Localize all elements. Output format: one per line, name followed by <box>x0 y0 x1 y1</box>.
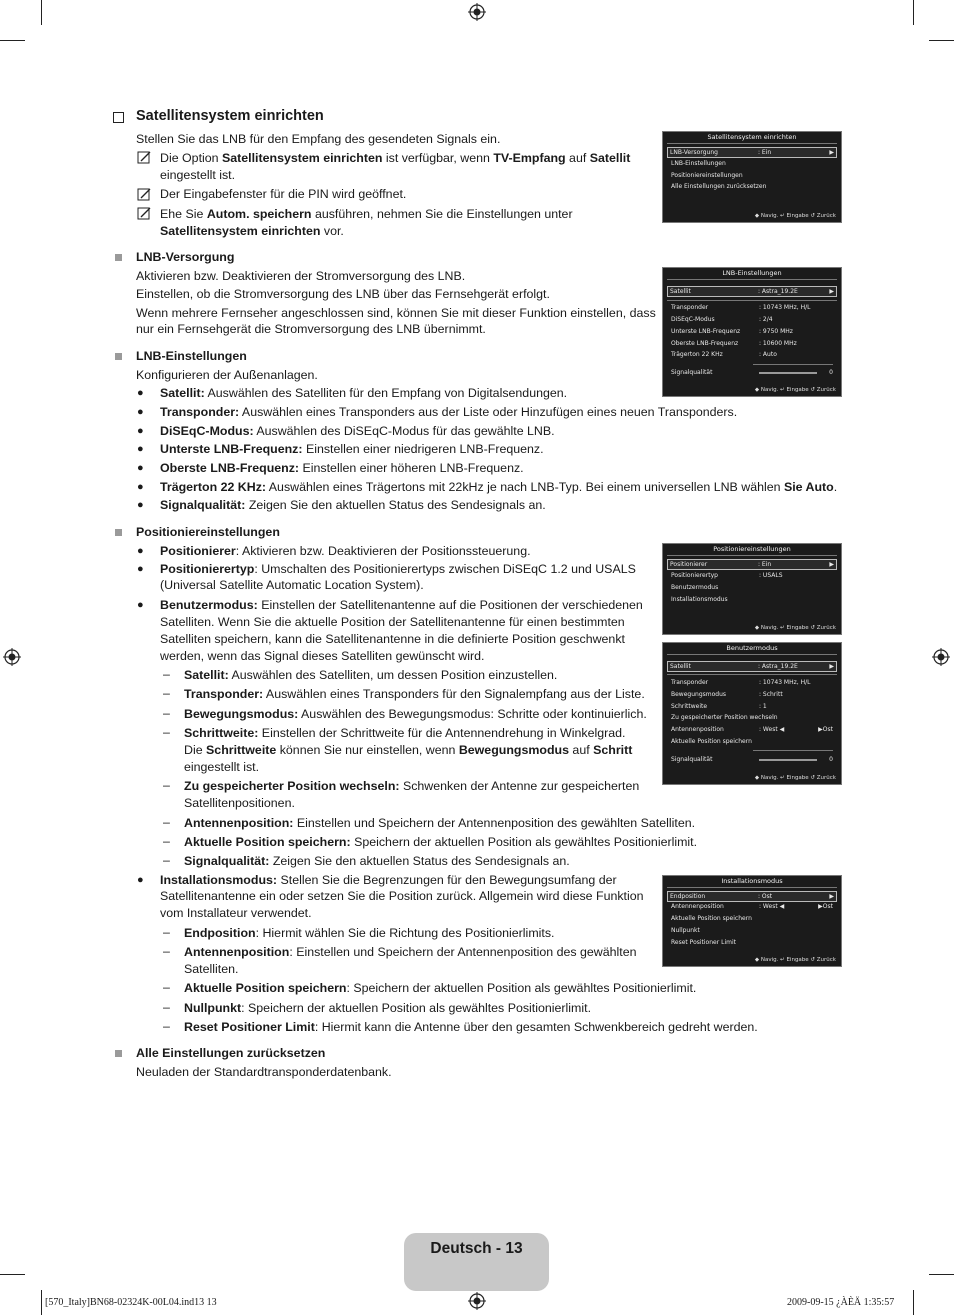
install-more: Satellitenantenne ein oder setzen Sie die Position zurück. Allgemein wird diese Funktion <box>160 889 644 903</box>
osd-row[interactable]: Nullpunkt <box>671 927 700 934</box>
section-intro: Stellen Sie das LNB für den Empfang des gesendeten Signals ein. <box>136 132 501 146</box>
dash-bullet: – <box>163 834 170 848</box>
install-more: vom Installateur verwendet. <box>160 906 312 920</box>
dash-bullet: – <box>163 853 170 867</box>
registration-mark-icon <box>3 648 21 666</box>
crop-mark <box>0 40 25 41</box>
note-1-line2: eingestellt ist. <box>160 168 236 182</box>
osd-row[interactable]: Installationsmodus <box>671 596 728 603</box>
bullet-icon: ● <box>137 425 144 437</box>
osd-row-selected[interactable]: LNB-Versorgung : Ein ▶ <box>667 147 837 158</box>
bullet-icon: ● <box>137 545 144 557</box>
install-sub: Reset Positioner Limit: Hiermit kann die Antenne über den gesamten Schwenkbereich gedreht werden. <box>184 1020 758 1034</box>
reset-text: Neuladen der Standardtransponderdatenbank. <box>136 1065 392 1079</box>
bullet-icon: ● <box>137 599 144 611</box>
osd-row[interactable]: Transponder : 10743 MHz, H/L <box>671 679 811 686</box>
install-sub: Nullpunkt: Speichern der aktuellen Position als gewähltes Positionierlimit. <box>184 1001 592 1015</box>
osd-title: Positioniereinstellungen <box>713 545 791 553</box>
pos-item-more: Satelliten speichern, kann die Satellitenantenne in die definierte Position geschwenkt <box>160 632 625 646</box>
dash-bullet: – <box>163 815 170 829</box>
square-bullet-icon <box>115 529 122 536</box>
reset-title: Alle Einstellungen zurücksetzen <box>136 1046 326 1060</box>
osd-row-selected[interactable]: Satellit : Astra_19.2E ▶ <box>667 661 837 672</box>
lnb-einstellungen-title: LNB-Einstellungen <box>136 349 247 363</box>
bullet-icon: ● <box>137 443 144 455</box>
osd-divider <box>753 750 833 751</box>
osd-row-selected[interactable]: Positionierer : Ein ▶ <box>667 559 837 570</box>
lnb-item: Oberste LNB-Frequenz: Einstellen einer höheren LNB-Frequenz. <box>160 461 524 475</box>
osd-row[interactable]: LNB-Einstellungen <box>671 160 726 167</box>
lnb-versorgung-line: nur ein Fernsehgerät die Stromversorgung des LNB übernimmt. <box>136 322 486 336</box>
crop-mark <box>0 1274 25 1275</box>
sub-item: Aktuelle Position speichern: Speichern der aktuellen Position als gewähltes Positionierlimit. <box>184 835 698 849</box>
lnb-versorgung-title: LNB-Versorgung <box>136 250 235 264</box>
install-item: Installationsmodus: Stellen Sie die Begrenzungen für den Bewegungsumfang der <box>160 873 617 887</box>
osd-footer: ◆ Navig. ↵ Eingabe ↺ Zurück <box>754 625 836 631</box>
osd-row-selected[interactable]: Satellit : Astra_19.2E ▶ <box>667 286 837 297</box>
dash-bullet: – <box>163 925 170 939</box>
sub-item: Zu gespeicherter Position wechseln: Schwenken der Antenne zur gespeicherten <box>184 779 640 793</box>
sub-item-line2: Die Schrittweite können Sie nur einstellen, wenn Bewegungsmodus auf Schritt <box>184 743 633 757</box>
note-1: Die Option Satellitensystem einrichten ist verfügbar, wenn TV-Empfang auf Satellit <box>160 151 631 165</box>
osd-satellitensystem <box>662 131 842 223</box>
bullet-icon: ● <box>137 874 144 886</box>
osd-row[interactable]: Bewegungsmodus : Schritt <box>671 691 783 698</box>
page-number: Deutsch - 13 <box>430 1240 523 1257</box>
print-slug-right: 2009-09-15 ¿ÀÈÄ 1:35:57 <box>787 1297 895 1308</box>
dash-bullet: – <box>163 725 170 739</box>
crop-mark <box>41 1290 42 1315</box>
lnb-versorgung-line: Aktivieren bzw. Deaktivieren der Stromversorgung des LNB. <box>136 269 466 283</box>
note-3-line2: Satellitensystem einrichten vor. <box>160 224 344 238</box>
signal-bar <box>759 372 817 374</box>
osd-row[interactable]: Zu gespeicherter Position wechseln <box>671 714 778 721</box>
crop-mark <box>929 40 954 41</box>
osd-divider <box>667 674 837 675</box>
sub-item: Satellit: Auswählen des Satelliten, um dessen Position einzustellen. <box>184 668 558 682</box>
square-bullet-icon <box>115 1050 122 1057</box>
osd-row[interactable]: Benutzermodus <box>671 584 719 591</box>
square-bullet-icon <box>115 254 122 261</box>
crop-mark <box>913 0 914 25</box>
osd-title: LNB-Einstellungen <box>722 269 782 277</box>
lnb-item: Transponder: Auswählen eines Transponders aus der Liste oder Hinzufügen eines neuen Transponders. <box>160 405 738 419</box>
crop-mark <box>913 1290 914 1315</box>
osd-footer: ◆ Navig. ↵ Eingabe ↺ Zurück <box>754 387 836 393</box>
sub-item: Bewegungsmodus: Auswählen des Bewegungsmodus: Schritte oder kontinuierlich. <box>184 707 647 721</box>
lnb-versorgung-line: Wenn mehrere Fernseher angeschlossen sind, können Sie mit dieser Funktion einstellen, dass <box>136 306 656 320</box>
lnb-item: Signalqualität: Zeigen Sie den aktuellen Status des Sendesignals an. <box>160 498 546 512</box>
osd-signal-row: Signalqualität 0 <box>671 369 833 376</box>
bullet-icon: ● <box>137 499 144 511</box>
install-sub: Endposition: Hiermit wählen Sie die Richtung des Positionierlimits. <box>184 926 555 940</box>
osd-row[interactable]: Oberste LNB-Frequenz : 10600 MHz <box>671 340 797 347</box>
dash-bullet: – <box>163 1000 170 1014</box>
crop-mark <box>929 1274 954 1275</box>
pos-item: Benutzermodus: Einstellen der Satellitenantenne auf die Positionen der verschiedenen <box>160 598 643 612</box>
osd-row[interactable]: Positioniereinstellungen <box>671 172 743 179</box>
osd-divider <box>667 279 837 280</box>
osd-title: Benutzermodus <box>726 644 778 652</box>
bullet-icon: ● <box>137 481 144 493</box>
arrow-right-icon: ▶ <box>829 663 834 670</box>
lnb-item: Trägerton 22 KHz: Auswählen eines Trägertons mit 22kHz je nach LNB-Typ. Bei einem universellen LNB wählen Sie Auto. <box>160 480 838 494</box>
square-bullet-icon <box>115 353 122 360</box>
dash-bullet: – <box>163 1019 170 1033</box>
note-icon <box>137 188 152 201</box>
arrow-right-icon: ▶ <box>829 561 834 568</box>
registration-mark-icon <box>468 1292 486 1310</box>
osd-installationsmodus <box>662 875 842 967</box>
note-3: Ehe Sie Autom. speichern ausführen, nehmen Sie die Einstellungen unter <box>160 207 573 221</box>
lnb-item: Satellit: Auswählen des Satelliten für den Empfang von Digitalsendungen. <box>160 386 568 400</box>
osd-row[interactable]: Unterste LNB-Frequenz : 9750 MHz <box>671 328 793 335</box>
checkbox-bullet-icon <box>113 112 124 123</box>
osd-divider <box>753 364 833 365</box>
osd-lnb-einstellungen <box>662 267 842 397</box>
osd-divider <box>667 143 837 144</box>
bullet-icon: ● <box>137 406 144 418</box>
arrow-right-icon: ▶ <box>829 893 834 900</box>
install-sub: Antennenposition: Einstellen und Speichern der Antennenposition des gewählten <box>184 945 637 959</box>
arrow-right-icon: ▶ <box>829 288 834 295</box>
osd-row-selected[interactable]: Endposition : Ost ▶ <box>667 891 837 902</box>
arrow-right-icon: ▶ <box>829 149 834 156</box>
pos-item-more: werden, wenn das Signal dieses Satelliten gewünscht wird. <box>160 649 485 663</box>
pos-item: Positionierer: Aktivieren bzw. Deaktivieren der Positionssteuerung. <box>160 544 531 558</box>
note-icon <box>137 207 152 220</box>
osd-row[interactable]: DiSEqC-Modus : 2/4 <box>671 316 773 323</box>
osd-divider <box>667 555 837 556</box>
note-2: Der Eingabefenster für die PIN wird geöffnet. <box>160 187 407 201</box>
dash-bullet: – <box>163 686 170 700</box>
osd-row[interactable]: Schrittweite : 1 <box>671 703 767 710</box>
sub-item: Signalqualität: Zeigen Sie den aktuellen Status des Sendesignals an. <box>184 854 570 868</box>
dash-bullet: – <box>163 980 170 994</box>
osd-benutzermodus <box>662 642 842 785</box>
lnb-item: Unterste LNB-Frequenz: Einstellen einer niedrigeren LNB-Frequenz. <box>160 442 544 456</box>
osd-divider <box>667 300 837 301</box>
osd-row[interactable]: Aktuelle Position speichern <box>671 915 752 922</box>
sub-item: Schrittweite: Einstellen der Schrittweite für die Antennendrehung in Winkelgrad. <box>184 726 626 740</box>
note-icon <box>137 151 152 164</box>
osd-footer: ◆ Navig. ↵ Eingabe ↺ Zurück <box>754 775 836 781</box>
print-slug-left: [570_Italy]BN68-02324K-00L04.ind13 13 <box>45 1297 217 1308</box>
osd-signal-row: Signalqualität 0 <box>671 756 833 763</box>
osd-row[interactable]: Reset Positioner Limit <box>671 939 736 946</box>
install-sub-line2: Satelliten. <box>184 962 239 976</box>
osd-row[interactable]: Antennenposition : West ◀ ▶Ost <box>671 726 833 733</box>
lnb-versorgung-line: Einstellen, ob die Stromversorgung des LNB über das Fernsehgerät erfolgt. <box>136 287 550 301</box>
dash-bullet: – <box>163 778 170 792</box>
section-title: Satellitensystem einrichten <box>136 108 324 124</box>
bullet-icon: ● <box>137 462 144 474</box>
bullet-icon: ● <box>137 563 144 575</box>
osd-divider <box>667 654 837 655</box>
sub-item: Transponder: Auswählen eines Transponders für den Signalempfang aus der Liste. <box>184 687 645 701</box>
osd-row[interactable]: Positionierertyp : USALS <box>671 572 783 579</box>
bullet-icon: ● <box>137 387 144 399</box>
install-sub: Aktuelle Position speichern: Speichern der aktuellen Position als gewähltes Positionierlimit. <box>184 981 697 995</box>
osd-row[interactable]: Alle Einstellungen zurücksetzen <box>671 183 767 190</box>
pos-item-more: Satelliten. Wenn Sie die aktuelle Position der Satellitenantenne für einen bestimmten <box>160 615 625 629</box>
sub-item: Antennenposition: Einstellen und Speichern der Antennenposition des gewählten Satelliten. <box>184 816 696 830</box>
osd-title: Installationsmodus <box>721 877 783 885</box>
osd-divider <box>667 887 837 888</box>
osd-row[interactable]: Trägerton 22 KHz : Auto <box>671 351 777 358</box>
dash-bullet: – <box>163 667 170 681</box>
pos-item-line2: (Universal Satellite Automatic Location System). <box>160 578 424 592</box>
lnb-item: DiSEqC-Modus: Auswählen des DiSEqC-Modus für das gewählte LNB. <box>160 424 555 438</box>
pos-item: Positionierertyp: Umschalten des Positionierertyps zwischen DiSEqC 1.2 und USALS <box>160 562 636 576</box>
signal-bar <box>759 759 817 761</box>
registration-mark-icon <box>932 648 950 666</box>
crop-mark <box>41 0 42 25</box>
dash-bullet: – <box>163 706 170 720</box>
sub-item-line3: eingestellt ist. <box>184 760 260 774</box>
osd-row[interactable]: Antennenposition : West ◀ ▶Ost <box>671 903 833 910</box>
lnb-einstellungen-intro: Konfigurieren der Außenanlagen. <box>136 368 318 382</box>
dash-bullet: – <box>163 944 170 958</box>
osd-footer: ◆ Navig. ↵ Eingabe ↺ Zurück <box>754 957 836 963</box>
positionierer-title: Positioniereinstellungen <box>136 525 280 539</box>
sub-item-line2: Satellitenpositionen. <box>184 796 295 810</box>
osd-title: Satellitensystem einrichten <box>707 133 797 141</box>
osd-row[interactable]: Transponder : 10743 MHz, H/L <box>671 304 811 311</box>
osd-row[interactable]: Aktuelle Position speichern <box>671 738 752 745</box>
registration-mark-icon <box>468 3 486 21</box>
osd-footer: ◆ Navig. ↵ Eingabe ↺ Zurück <box>754 213 836 219</box>
osd-positioniereinstellungen <box>662 543 842 635</box>
